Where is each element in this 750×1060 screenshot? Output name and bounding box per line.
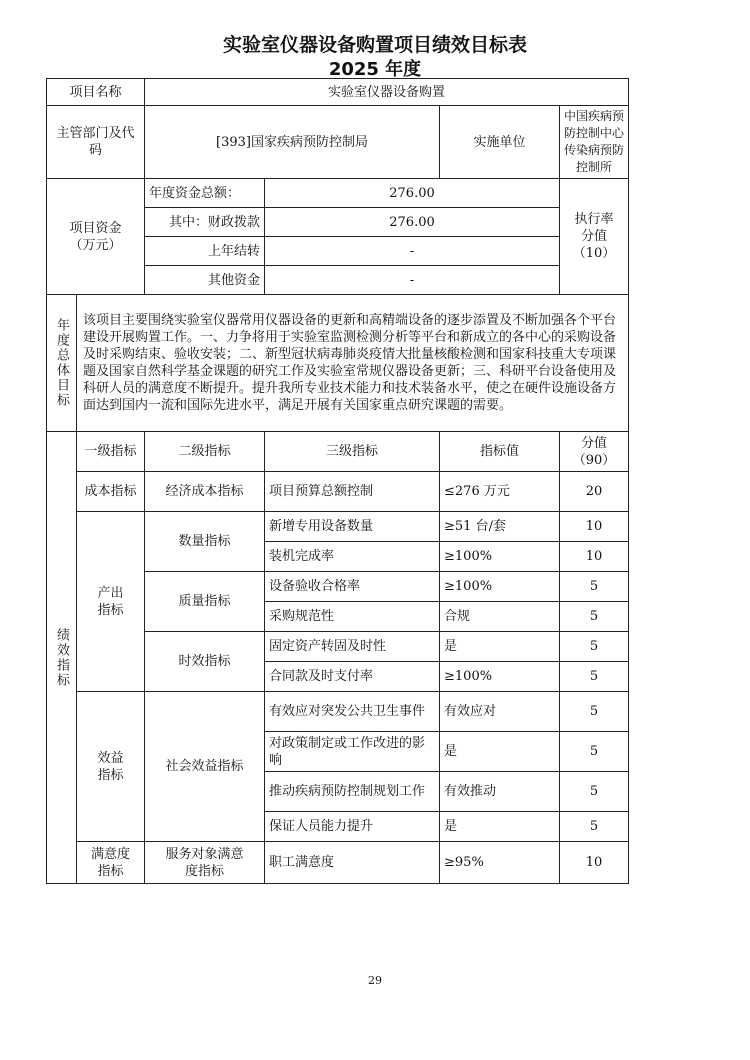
time-l3-1: 合同款及时支付率 (265, 662, 440, 692)
satisfaction-l3: 职工满意度 (265, 842, 440, 884)
target-table (46, 78, 629, 884)
time-value-0: 是 (440, 632, 560, 662)
quality-value-0: ≥100% (440, 572, 560, 602)
perf-label: 绩效指标 (47, 432, 77, 884)
quality-score-0: 5 (560, 572, 629, 602)
qty-value-1: ≥100% (440, 542, 560, 572)
satisfaction-l1: 满意度指标 (77, 842, 145, 884)
qty-value-0: ≥51 台/套 (440, 512, 560, 542)
header-value: 指标值 (440, 432, 560, 472)
benefit-l3-0: 有效应对突发公共卫生事件 (265, 692, 440, 732)
funds-total-label: 年度资金总额： (145, 179, 265, 208)
cost-l3: 项目预算总额控制 (265, 472, 440, 512)
quality-value-1: 合规 (440, 602, 560, 632)
dept-value: [393]国家疾病预防控制局 (145, 106, 440, 179)
funds-fiscal-label: 其中：财政拨款 (145, 208, 265, 237)
benefit-score-3: 5 (560, 812, 629, 842)
time-value-1: ≥100% (440, 662, 560, 692)
funds-other-label: 其他资金 (145, 266, 265, 295)
funds-carryover: - (265, 237, 560, 266)
time-l3-0: 固定资产转固及时性 (265, 632, 440, 662)
benefit-score-0: 5 (560, 692, 629, 732)
benefit-l3-2: 推动疾病预防控制规划工作 (265, 772, 440, 812)
benefit-l2: 社会效益指标 (145, 692, 265, 842)
satisfaction-value: ≥95% (440, 842, 560, 884)
header-score: 分值（90） (560, 432, 629, 472)
qty-score-0: 10 (560, 512, 629, 542)
funds-carryover-label: 上年结转 (145, 237, 265, 266)
benefit-score-1: 5 (560, 732, 629, 772)
qty-label: 数量指标 (145, 512, 265, 572)
exec-rate-label: 执行率分值（10） (560, 179, 629, 295)
unit-label: 实施单位 (440, 106, 560, 179)
benefit-score-2: 5 (560, 772, 629, 812)
project-name: 实验室仪器设备购置 (145, 79, 629, 106)
cost-l1: 成本指标 (77, 472, 145, 512)
satisfaction-score: 10 (560, 842, 629, 884)
benefit-l3-1: 对政策制定或工作改进的影响 (265, 732, 440, 772)
cost-value: ≤276 万元 (440, 472, 560, 512)
qty-l3-1: 装机完成率 (265, 542, 440, 572)
quality-l3-0: 设备验收合格率 (265, 572, 440, 602)
quality-l3-1: 采购规范性 (265, 602, 440, 632)
dept-label: 主管部门及代码 (47, 106, 145, 179)
goal-label: 年度总体目标 (47, 295, 77, 432)
funds-fiscal: 276.00 (265, 208, 560, 237)
benefit-value-2: 有效推动 (440, 772, 560, 812)
time-score-0: 5 (560, 632, 629, 662)
time-score-1: 5 (560, 662, 629, 692)
benefit-value-1: 是 (440, 732, 560, 772)
quality-label: 质量指标 (145, 572, 265, 632)
header-l3: 三级指标 (265, 432, 440, 472)
cost-l2: 经济成本指标 (145, 472, 265, 512)
funds-other: - (265, 266, 560, 295)
unit-value: 中国疾病预防控制中心传染病预防控制所 (560, 106, 629, 179)
qty-l3-0: 新增专用设备数量 (265, 512, 440, 542)
page-number: 29 (368, 974, 382, 987)
header-l1: 一级指标 (77, 432, 145, 472)
funds-total: 276.00 (265, 179, 560, 208)
goal-text: 该项目主要围绕实验室仪器常用仪器设备的更新和高精端设备的逐步添置及不断加强各个平台建设开展购置工作。一、力争将用于实验室监测检测分析等平台和新成立的各中心的采购设备及时采购结束、验收安装；二、新型冠状病毒肺炎疫情大批量核酸检测和国家科技重大专项课题及国家自然科学基金课题的研究工作及实验室常规仪器设备更新；三、科研平台设备使用及科研人员的满意度不断提升。提升我所专业技术能力和技术装备水平，使之在硬件设施设备方面达到国内一流和国际先进水平，满足开展有关国家重点研究课题的需要。 (77, 295, 629, 432)
qty-score-1: 10 (560, 542, 629, 572)
time-label: 时效指标 (145, 632, 265, 692)
benefit-value-3: 是 (440, 812, 560, 842)
benefit-l1: 效益指标 (77, 692, 145, 842)
project-name-label: 项目名称 (47, 79, 145, 106)
doc-year: 2025 年度 (328, 59, 422, 80)
quality-score-1: 5 (560, 602, 629, 632)
satisfaction-l2: 服务对象满意度指标 (145, 842, 265, 884)
funds-label: 项目资金（万元） (47, 179, 145, 295)
header-l2: 二级指标 (145, 432, 265, 472)
benefit-value-0: 有效应对 (440, 692, 560, 732)
output-l1: 产出指标 (77, 512, 145, 692)
cost-score: 20 (560, 472, 629, 512)
benefit-l3-3: 保证人员能力提升 (265, 812, 440, 842)
doc-title: 实验室仪器设备购置项目绩效目标表 (222, 34, 527, 56)
